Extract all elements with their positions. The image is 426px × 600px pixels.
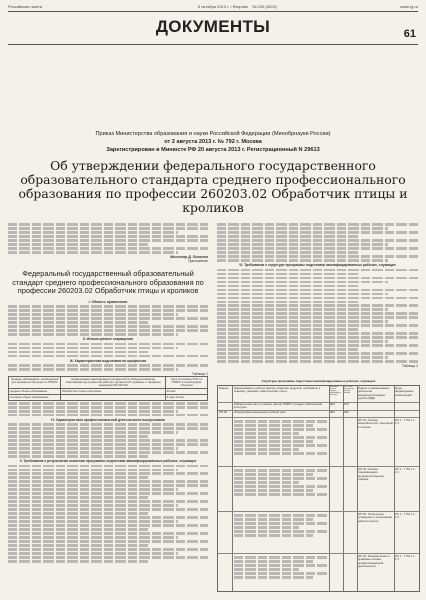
standard-body-right — [217, 222, 418, 377]
table-2-header: Всего макс. учебной нагрузки обучающегося (час./нед.) — [330, 387, 341, 396]
table-1-cell: Обработчик птицы и кроликов — [61, 389, 166, 395]
table-2-header: В т.ч. часов обязательных учебных занятий — [344, 387, 355, 394]
table-1-header: Срок получения СПО по ППКРС в очной форме обучения — [166, 376, 208, 388]
table-2 — [217, 379, 420, 592]
table-2-requirements — [234, 468, 327, 497]
table-2-caption: Структура программы подготовки квалифицированных рабочих, служащих — [261, 379, 376, 383]
table-1-cell — [61, 394, 166, 400]
table-2-cell: ОК 1 - 7 ПК 1.1 - 1.3 — [395, 467, 416, 475]
table-2-requirements — [234, 513, 327, 538]
table-1-label: Таблица 1 — [191, 371, 208, 376]
table-2-header: Индекс — [219, 386, 229, 390]
table-1-cell: основное общее образование — [9, 394, 61, 400]
minister-signature: Министр Д. Ливанов — [170, 255, 208, 260]
preamble-text — [8, 222, 208, 268]
table-1-cell: 10 мес. — [166, 389, 208, 395]
table-1-cell: среднее общее образование — [9, 389, 61, 395]
table-2-header: Наименование учебных циклов, разделов, модулей, требования к знаниям, умениям, практическому опыту — [234, 386, 321, 394]
table-2-cell: 864 — [330, 402, 335, 406]
table-2-header: Индекс и наименование дисциплин, междисциплинарных курсов (МДК) — [358, 386, 390, 401]
section-title: ДОКУМЕНТЫ — [155, 17, 271, 36]
table-2-cell: ОП.00 — [219, 410, 228, 414]
table-2-cell: ОК 1 - 7 ПК 1.1 - 1.3 — [395, 418, 416, 426]
table-2-cell: ОК 1 - 7 ПК 1.1 - 1.3 — [395, 512, 416, 520]
heading-section-4: IV. Характеристика профессиональной деятельности выпускников — [51, 417, 165, 422]
website: www.rg.ru — [400, 4, 418, 9]
table-2-cell: ОП.02. Основы товароведения продовольственных товаров — [358, 467, 384, 482]
standard-title: Федеральный государственный образовательный стандарт среднего профессионального образования по профессии 260203.02 Обработчик птицы и кроликов — [12, 269, 204, 296]
heading-section-2: II. Используемые сокращения — [82, 337, 134, 342]
table-1-cell: 2 года 10 мес. — [166, 394, 208, 400]
heading-section-5: V. Требования к результатам освоения программы подготовки квалифицированных рабочих, служащих — [19, 459, 197, 464]
top-rule — [8, 11, 418, 12]
issue-date: 6 октября 2013 г. • Вторник № 225 (6203) — [198, 4, 277, 9]
table-1 — [8, 376, 208, 401]
table-2-cell: ОК 1 - 7 ПК 1.1 - 1.3 — [395, 554, 416, 562]
table-2-requirements — [234, 419, 327, 456]
order-line-2: от 2 августа 2013 г. № 792 г. Москва — [164, 139, 262, 145]
table-2-cell: 256 — [344, 410, 349, 414]
table-2-requirements — [234, 555, 327, 580]
table-2-cell: Общепрофессиональный учебный цикл — [234, 410, 287, 414]
table-2-cell: ОП.03. Техническое оснащение и организация рабочего места — [358, 512, 392, 523]
table-2-cell: ОП.01. Основы микробиологии, санитарии и гигиены — [358, 418, 393, 429]
page-number: 61 — [403, 28, 416, 40]
table-1-header: Уровень образования, необходимый для приема на обучение по ППКРС — [9, 376, 61, 388]
appendix-label: Приложение — [188, 259, 208, 264]
table-2-header: Коды формируемых компетенций — [395, 386, 414, 397]
heading-section-3: III. Характеристика подготовки по профессии — [69, 358, 147, 363]
document-title: Об утверждении федерального государственного образовательного стандарта среднего профессионального образования по профессии 260203.02 Обработчик птицы и кроликов — [18, 158, 408, 215]
order-line-3: Зарегистрирован в Минюсте РФ 20 августа 2013 г. Регистрационный N 29613 — [106, 147, 320, 153]
section-rule — [8, 44, 418, 45]
table-2-cell: Обязательная часть учебных циклов ППКРС и раздел «Физическая культура» — [234, 402, 323, 410]
table-2-cell: 576 — [344, 402, 349, 406]
newspaper-name: Российская газета — [8, 4, 42, 9]
table-2-label: Таблица 2 — [401, 364, 418, 369]
table-row — [9, 394, 208, 400]
table-1-header: Наименование квалификации (профессий по Общероссийскому классификатору профессий рабочих, должностей служащих и тарифных разрядов) (ОК 016-94) — [61, 376, 166, 388]
table-2-cell: ОП.04. Экономические и правовые основы профессиональной деятельности — [358, 554, 391, 569]
table-2-cell: 384 — [330, 410, 335, 414]
standard-body-left — [8, 300, 208, 592]
heading-section-1: I. Область применения — [88, 300, 128, 304]
heading-section-6: VI. Требования к структуре программы подготовки квалифицированных рабочих, служащих — [239, 263, 396, 268]
order-line-1: Приказ Министерства образования и науки Российской Федерации (Минобрнауки России) — [95, 131, 331, 137]
